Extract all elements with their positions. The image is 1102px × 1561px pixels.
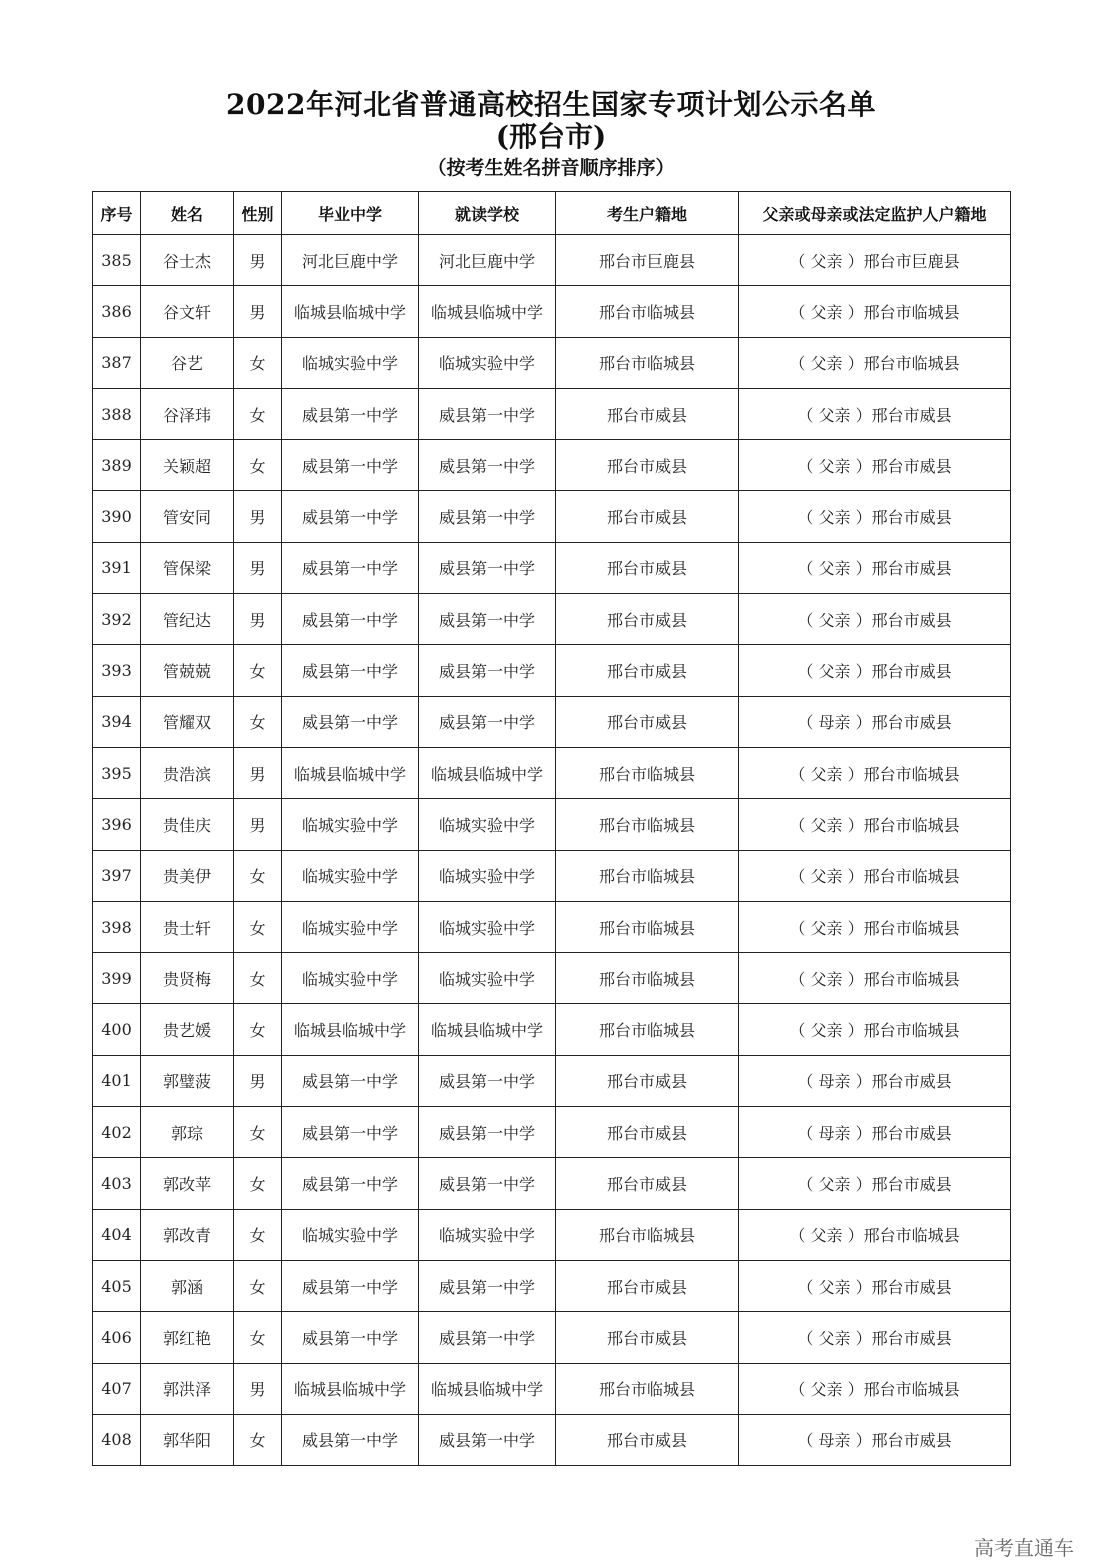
cell-gender: 女 — [234, 1004, 282, 1055]
cell-name: 管保梁 — [141, 542, 234, 593]
cell-index: 394 — [93, 696, 141, 747]
cell-guardian-residence: （ 父亲 ）邢台市威县 — [739, 645, 1011, 696]
cell-guardian-residence: （ 母亲 ）邢台市威县 — [739, 1107, 1011, 1158]
table-row — [93, 747, 1011, 798]
cell-name: 管安同 — [141, 491, 234, 542]
cell-current-school: 临城实验中学 — [419, 337, 556, 388]
cell-guardian-residence: （ 父亲 ）邢台市威县 — [739, 1158, 1011, 1209]
cell-index: 395 — [93, 747, 141, 798]
cell-graduated-school: 河北巨鹿中学 — [282, 235, 419, 286]
table-row — [93, 491, 1011, 542]
sort-note: （按考生姓名拼音顺序排序） — [427, 157, 675, 179]
cell-index: 408 — [93, 1414, 141, 1465]
cell-student-residence: 邢台市临城县 — [556, 799, 739, 850]
cell-name: 郭改苹 — [141, 1158, 234, 1209]
col-header-graduated-school: 毕业中学 — [282, 192, 419, 235]
cell-student-residence: 邢台市临城县 — [556, 286, 739, 337]
cell-name: 谷士杰 — [141, 235, 234, 286]
cell-gender: 女 — [234, 901, 282, 952]
col-header-student-residence: 考生户籍地 — [556, 192, 739, 235]
cell-gender: 男 — [234, 235, 282, 286]
cell-student-residence: 邢台市威县 — [556, 594, 739, 645]
cell-student-residence: 邢台市威县 — [556, 1260, 739, 1311]
cell-guardian-residence: （ 父亲 ）邢台市临城县 — [739, 850, 1011, 901]
cell-guardian-residence: （ 父亲 ）邢台市临城县 — [739, 747, 1011, 798]
cell-index: 396 — [93, 799, 141, 850]
cell-gender: 女 — [234, 1260, 282, 1311]
cell-index: 402 — [93, 1107, 141, 1158]
cell-student-residence: 邢台市临城县 — [556, 337, 739, 388]
cell-name: 郭璧菠 — [141, 1055, 234, 1106]
cell-student-residence: 邢台市威县 — [556, 388, 739, 439]
cell-gender: 女 — [234, 1107, 282, 1158]
cell-gender: 女 — [234, 1158, 282, 1209]
cell-guardian-residence: （ 父亲 ）邢台市威县 — [739, 491, 1011, 542]
table-row — [93, 1209, 1011, 1260]
cell-current-school: 威县第一中学 — [419, 696, 556, 747]
cell-name: 关颖超 — [141, 440, 234, 491]
cell-index: 391 — [93, 542, 141, 593]
cell-student-residence: 邢台市威县 — [556, 1312, 739, 1363]
cell-graduated-school: 威县第一中学 — [282, 440, 419, 491]
cell-index: 405 — [93, 1260, 141, 1311]
cell-guardian-residence: （ 父亲 ）邢台市临城县 — [739, 286, 1011, 337]
cell-gender: 女 — [234, 1312, 282, 1363]
cell-graduated-school: 临城县临城中学 — [282, 747, 419, 798]
table-row — [93, 1260, 1011, 1311]
cell-guardian-residence: （ 父亲 ）邢台市威县 — [739, 1260, 1011, 1311]
cell-current-school: 威县第一中学 — [419, 1312, 556, 1363]
cell-gender: 女 — [234, 337, 282, 388]
cell-graduated-school: 威县第一中学 — [282, 388, 419, 439]
cell-gender: 女 — [234, 850, 282, 901]
cell-graduated-school: 临城县临城中学 — [282, 1363, 419, 1414]
cell-guardian-residence: （ 母亲 ）邢台市威县 — [739, 1055, 1011, 1106]
cell-student-residence: 邢台市威县 — [556, 1107, 739, 1158]
cell-name: 谷泽玮 — [141, 388, 234, 439]
table-row — [93, 337, 1011, 388]
document-title: 2022年河北省普通高校招生国家专项计划公示名单 — [226, 88, 876, 121]
cell-student-residence: 邢台市威县 — [556, 696, 739, 747]
table-row — [93, 1363, 1011, 1414]
col-header-current-school: 就读学校 — [419, 192, 556, 235]
table-row — [93, 235, 1011, 286]
table-row — [93, 1312, 1011, 1363]
cell-guardian-residence: （ 父亲 ）邢台市临城县 — [739, 953, 1011, 1004]
table-row — [93, 440, 1011, 491]
cell-name: 贵美伊 — [141, 850, 234, 901]
cell-guardian-residence: （ 母亲 ）邢台市威县 — [739, 1414, 1011, 1465]
col-header-guardian-residence: 父亲或母亲或法定监护人户籍地 — [739, 192, 1011, 235]
cell-current-school: 临城县临城中学 — [419, 1004, 556, 1055]
cell-graduated-school: 威县第一中学 — [282, 491, 419, 542]
cell-name: 郭华阳 — [141, 1414, 234, 1465]
cell-current-school: 临城县临城中学 — [419, 286, 556, 337]
table-row — [93, 645, 1011, 696]
cell-index: 399 — [93, 953, 141, 1004]
cell-graduated-school: 威县第一中学 — [282, 1312, 419, 1363]
cell-gender: 女 — [234, 440, 282, 491]
cell-name: 贵士轩 — [141, 901, 234, 952]
cell-graduated-school: 临城实验中学 — [282, 953, 419, 1004]
cell-name: 管兢兢 — [141, 645, 234, 696]
table-row — [93, 799, 1011, 850]
cell-index: 400 — [93, 1004, 141, 1055]
cell-gender: 女 — [234, 953, 282, 1004]
cell-name: 郭琮 — [141, 1107, 234, 1158]
cell-index: 401 — [93, 1055, 141, 1106]
cell-current-school: 河北巨鹿中学 — [419, 235, 556, 286]
cell-graduated-school: 临城实验中学 — [282, 799, 419, 850]
cell-current-school: 威县第一中学 — [419, 440, 556, 491]
cell-graduated-school: 威县第一中学 — [282, 1158, 419, 1209]
document-subtitle: (邢台市) — [495, 120, 607, 153]
table-row — [93, 696, 1011, 747]
cell-index: 385 — [93, 235, 141, 286]
table-row — [93, 1158, 1011, 1209]
watermark-text: 高考直通车 — [974, 1536, 1074, 1560]
cell-current-school: 威县第一中学 — [419, 594, 556, 645]
cell-gender: 男 — [234, 491, 282, 542]
cell-gender: 男 — [234, 542, 282, 593]
cell-index: 407 — [93, 1363, 141, 1414]
cell-current-school: 临城实验中学 — [419, 901, 556, 952]
cell-graduated-school: 临城县临城中学 — [282, 286, 419, 337]
cell-graduated-school: 威县第一中学 — [282, 1107, 419, 1158]
cell-name: 贵浩滨 — [141, 747, 234, 798]
cell-current-school: 威县第一中学 — [419, 1107, 556, 1158]
cell-index: 386 — [93, 286, 141, 337]
cell-student-residence: 邢台市临城县 — [556, 901, 739, 952]
cell-guardian-residence: （ 父亲 ）邢台市临城县 — [739, 1004, 1011, 1055]
cell-guardian-residence: （ 父亲 ）邢台市威县 — [739, 542, 1011, 593]
cell-student-residence: 邢台市威县 — [556, 1158, 739, 1209]
cell-current-school: 临城实验中学 — [419, 1209, 556, 1260]
cell-gender: 男 — [234, 286, 282, 337]
table-row — [93, 286, 1011, 337]
cell-name: 郭涵 — [141, 1260, 234, 1311]
cell-graduated-school: 威县第一中学 — [282, 645, 419, 696]
cell-name: 管耀双 — [141, 696, 234, 747]
cell-graduated-school: 威县第一中学 — [282, 594, 419, 645]
cell-current-school: 威县第一中学 — [419, 1414, 556, 1465]
cell-student-residence: 邢台市临城县 — [556, 1363, 739, 1414]
table-row — [93, 1055, 1011, 1106]
cell-guardian-residence: （ 父亲 ）邢台市临城县 — [739, 1363, 1011, 1414]
cell-name: 贵艺媛 — [141, 1004, 234, 1055]
cell-name: 郭洪泽 — [141, 1363, 234, 1414]
cell-student-residence: 邢台市临城县 — [556, 1004, 739, 1055]
cell-name: 贵贤梅 — [141, 953, 234, 1004]
cell-graduated-school: 威县第一中学 — [282, 1414, 419, 1465]
cell-index: 388 — [93, 388, 141, 439]
cell-index: 390 — [93, 491, 141, 542]
table-row — [93, 542, 1011, 593]
cell-graduated-school: 临城实验中学 — [282, 850, 419, 901]
table-row — [93, 1414, 1011, 1465]
cell-student-residence: 邢台市威县 — [556, 491, 739, 542]
cell-graduated-school: 临城县临城中学 — [282, 1004, 419, 1055]
cell-guardian-residence: （ 父亲 ）邢台市威县 — [739, 440, 1011, 491]
cell-guardian-residence: （ 父亲 ）邢台市临城县 — [739, 337, 1011, 388]
cell-gender: 女 — [234, 1414, 282, 1465]
col-header-gender: 性别 — [234, 192, 282, 235]
cell-current-school: 临城实验中学 — [419, 850, 556, 901]
cell-index: 393 — [93, 645, 141, 696]
cell-name: 郭改青 — [141, 1209, 234, 1260]
cell-guardian-residence: （ 父亲 ）邢台市威县 — [739, 594, 1011, 645]
table-row — [93, 1004, 1011, 1055]
cell-gender: 男 — [234, 594, 282, 645]
cell-gender: 女 — [234, 388, 282, 439]
cell-graduated-school: 威县第一中学 — [282, 1055, 419, 1106]
cell-student-residence: 邢台市威县 — [556, 1414, 739, 1465]
cell-current-school: 威县第一中学 — [419, 1055, 556, 1106]
cell-gender: 男 — [234, 1363, 282, 1414]
cell-student-residence: 邢台市威县 — [556, 1055, 739, 1106]
roster-body — [93, 235, 1011, 1466]
cell-guardian-residence: （ 父亲 ）邢台市威县 — [739, 388, 1011, 439]
cell-student-residence: 邢台市威县 — [556, 542, 739, 593]
cell-name: 贵佳庆 — [141, 799, 234, 850]
cell-graduated-school: 临城实验中学 — [282, 901, 419, 952]
cell-gender: 男 — [234, 747, 282, 798]
cell-guardian-residence: （ 母亲 ）邢台市威县 — [739, 696, 1011, 747]
cell-gender: 女 — [234, 645, 282, 696]
cell-guardian-residence: （ 父亲 ）邢台市临城县 — [739, 1209, 1011, 1260]
table-row — [93, 850, 1011, 901]
cell-student-residence: 邢台市临城县 — [556, 953, 739, 1004]
cell-index: 398 — [93, 901, 141, 952]
col-header-name: 姓名 — [141, 192, 234, 235]
cell-index: 403 — [93, 1158, 141, 1209]
cell-student-residence: 邢台市临城县 — [556, 747, 739, 798]
table-row — [93, 901, 1011, 952]
cell-index: 406 — [93, 1312, 141, 1363]
cell-student-residence: 邢台市威县 — [556, 440, 739, 491]
cell-gender: 男 — [234, 1055, 282, 1106]
cell-index: 404 — [93, 1209, 141, 1260]
cell-graduated-school: 威县第一中学 — [282, 1260, 419, 1311]
cell-current-school: 临城县临城中学 — [419, 1363, 556, 1414]
cell-current-school: 威县第一中学 — [419, 1260, 556, 1311]
cell-current-school: 威县第一中学 — [419, 388, 556, 439]
cell-current-school: 威县第一中学 — [419, 645, 556, 696]
cell-guardian-residence: （ 父亲 ）邢台市临城县 — [739, 901, 1011, 952]
cell-index: 392 — [93, 594, 141, 645]
table-row — [93, 388, 1011, 439]
cell-name: 郭红艳 — [141, 1312, 234, 1363]
cell-guardian-residence: （ 父亲 ）邢台市临城县 — [739, 799, 1011, 850]
cell-student-residence: 邢台市临城县 — [556, 850, 739, 901]
cell-guardian-residence: （ 父亲 ）邢台市威县 — [739, 1312, 1011, 1363]
table-row — [93, 594, 1011, 645]
cell-current-school: 威县第一中学 — [419, 491, 556, 542]
cell-graduated-school: 威县第一中学 — [282, 696, 419, 747]
cell-gender: 男 — [234, 799, 282, 850]
cell-current-school: 临城县临城中学 — [419, 747, 556, 798]
cell-guardian-residence: （ 父亲 ）邢台市巨鹿县 — [739, 235, 1011, 286]
header-row — [93, 192, 1011, 235]
cell-name: 谷文轩 — [141, 286, 234, 337]
cell-student-residence: 邢台市威县 — [556, 645, 739, 696]
cell-gender: 女 — [234, 696, 282, 747]
table-row — [93, 1107, 1011, 1158]
cell-graduated-school: 威县第一中学 — [282, 542, 419, 593]
cell-name: 管纪达 — [141, 594, 234, 645]
cell-graduated-school: 临城实验中学 — [282, 1209, 419, 1260]
cell-current-school: 临城实验中学 — [419, 799, 556, 850]
col-header-index: 序号 — [93, 192, 141, 235]
cell-current-school: 威县第一中学 — [419, 1158, 556, 1209]
cell-name: 谷艺 — [141, 337, 234, 388]
cell-index: 389 — [93, 440, 141, 491]
cell-gender: 女 — [234, 1209, 282, 1260]
cell-index: 397 — [93, 850, 141, 901]
document-header — [0, 88, 1102, 182]
table-row — [93, 953, 1011, 1004]
roster-table — [92, 191, 1011, 1466]
cell-graduated-school: 临城实验中学 — [282, 337, 419, 388]
cell-index: 387 — [93, 337, 141, 388]
cell-current-school: 临城实验中学 — [419, 953, 556, 1004]
cell-current-school: 威县第一中学 — [419, 542, 556, 593]
cell-student-residence: 邢台市临城县 — [556, 1209, 739, 1260]
cell-student-residence: 邢台市巨鹿县 — [556, 235, 739, 286]
